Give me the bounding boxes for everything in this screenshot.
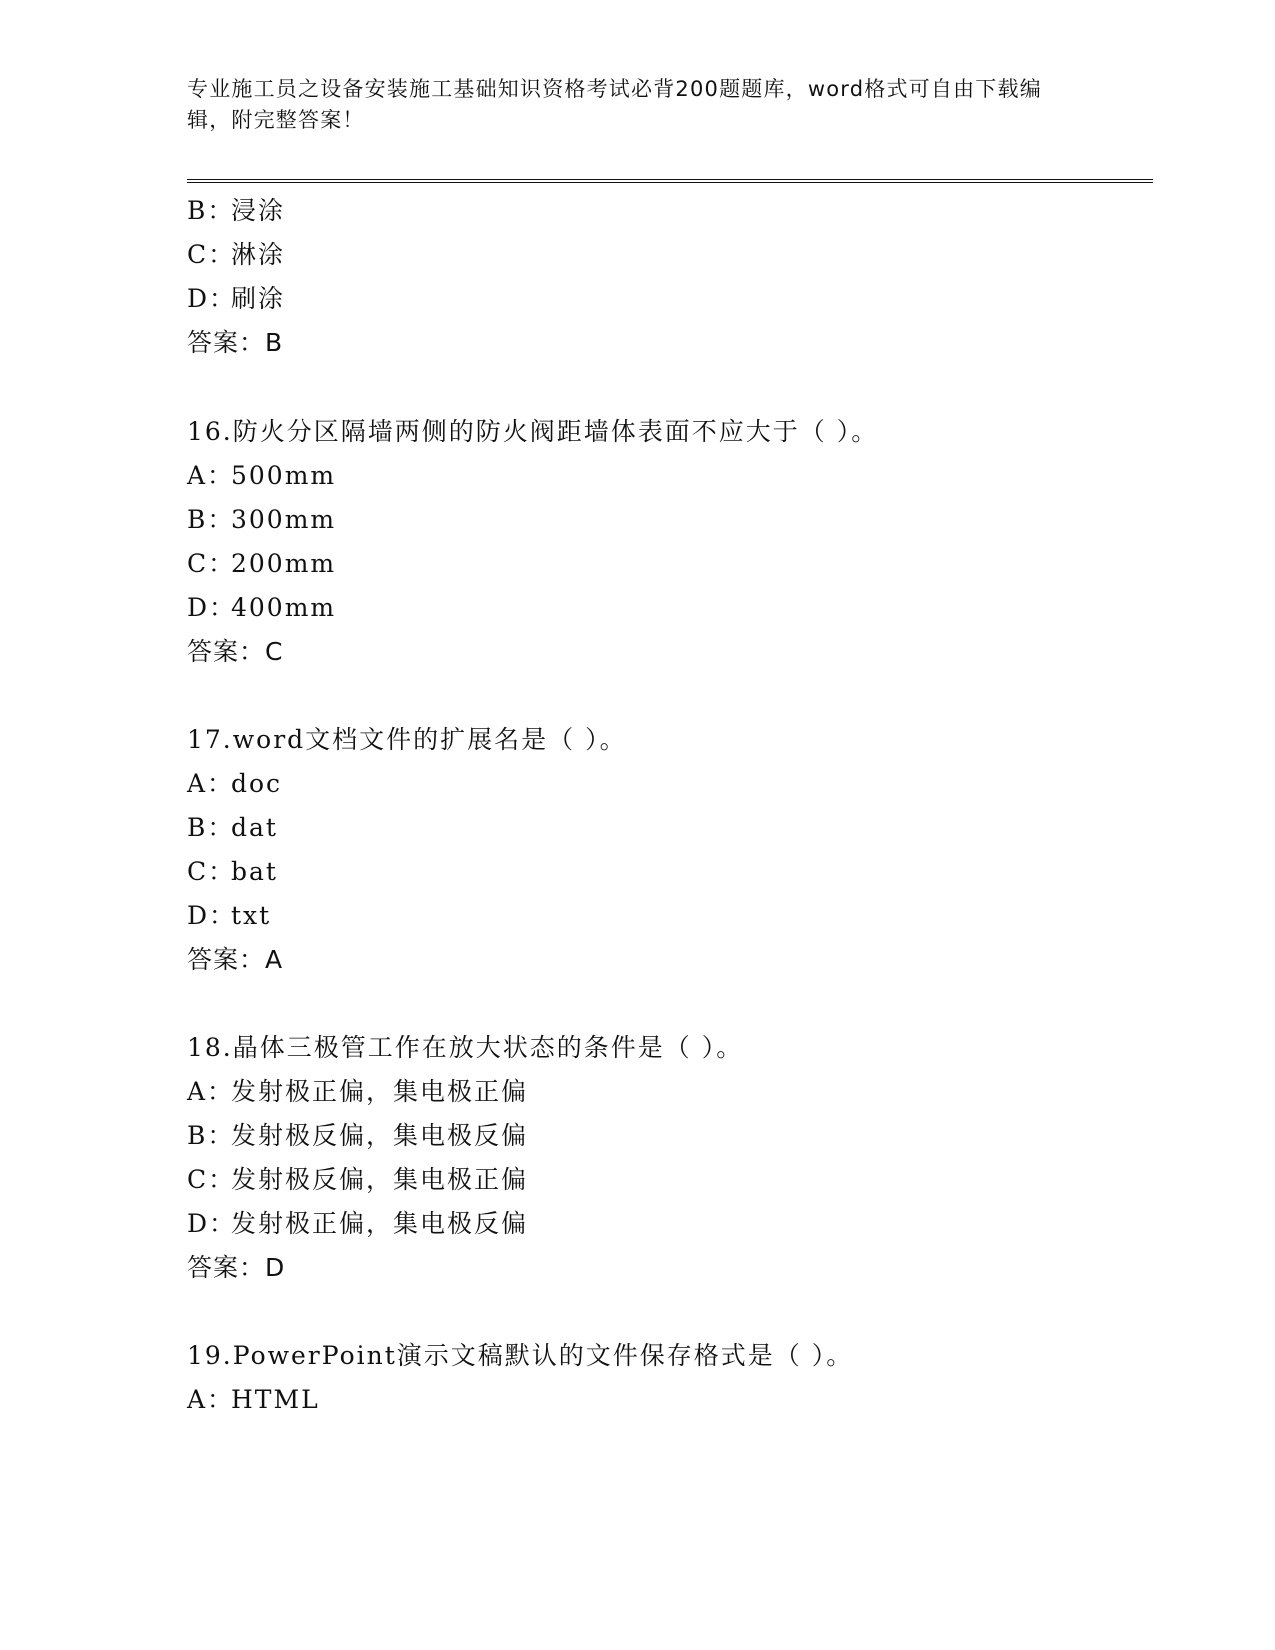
option-key: D：: [187, 284, 237, 313]
option-text: 发射极反偏，集电极正偏: [231, 1165, 529, 1194]
option-line: [187, 1120, 528, 1152]
option-key: C：: [187, 240, 236, 269]
option-line: [187, 1164, 528, 1196]
option-key: B：: [187, 813, 235, 842]
option-text: HTML: [231, 1385, 320, 1414]
option-text: 发射极正偏，集电极正偏: [231, 1077, 529, 1106]
option-text: dat: [231, 813, 278, 842]
option-key: C：: [187, 1165, 236, 1194]
header-divider: [187, 179, 1153, 183]
option-text: 淋涂: [231, 240, 286, 269]
option-line: [187, 856, 278, 888]
option-line: [187, 812, 278, 844]
option-key: C：: [187, 857, 236, 886]
option-line: [187, 1208, 528, 1240]
option-line: [187, 592, 336, 624]
option-text: 500mm: [231, 461, 337, 490]
option-key: A：: [187, 461, 235, 490]
option-text: txt: [231, 901, 272, 930]
option-text: 浸涂: [231, 196, 286, 225]
option-key: A：: [187, 1077, 235, 1106]
option-text: 刷涂: [231, 284, 286, 313]
option-key: D：: [187, 901, 237, 930]
option-line: [187, 768, 282, 800]
document-header: 专业施工员之设备安装施工基础知识资格考试必背200题题库，word格式可自由下载编辑，附完整答案！: [187, 77, 1042, 132]
option-key: A：: [187, 769, 235, 798]
option-line: [187, 504, 336, 536]
question-stem: 17.word文档文件的扩展名是（ ）。: [187, 725, 627, 754]
option-line: [187, 548, 336, 580]
option-text: doc: [231, 769, 283, 798]
answer-line: 答案：A: [187, 945, 284, 974]
option-line: [187, 1076, 528, 1108]
option-text: 发射极正偏，集电极反偏: [231, 1209, 529, 1238]
question-stem: 19.PowerPoint演示文稿默认的文件保存格式是（ ）。: [187, 1341, 854, 1370]
option-text: 300mm: [231, 505, 337, 534]
option-line: [187, 900, 271, 932]
option-line: [187, 1384, 320, 1416]
option-text: bat: [231, 857, 278, 886]
option-line: [187, 195, 285, 227]
option-text: 200mm: [231, 549, 337, 578]
option-key: A：: [187, 1385, 235, 1414]
option-line: [187, 239, 285, 271]
option-key: B：: [187, 196, 235, 225]
answer-line: 答案：B: [187, 328, 284, 357]
option-line: [187, 460, 336, 492]
answer-line: 答案：C: [187, 637, 284, 666]
option-text: 400mm: [231, 593, 337, 622]
option-key: B：: [187, 1121, 235, 1150]
question-stem: 18.晶体三极管工作在放大状态的条件是（ ）。: [187, 1033, 744, 1062]
answer-line: 答案：D: [187, 1253, 286, 1282]
option-line: [187, 283, 285, 315]
option-key: C：: [187, 549, 236, 578]
option-key: D：: [187, 1209, 237, 1238]
question-stem: 16.防火分区隔墙两侧的防火阀距墙体表面不应大于（ ）。: [187, 417, 879, 446]
option-key: D：: [187, 593, 237, 622]
option-key: B：: [187, 505, 235, 534]
option-text: 发射极反偏，集电极反偏: [231, 1121, 529, 1150]
